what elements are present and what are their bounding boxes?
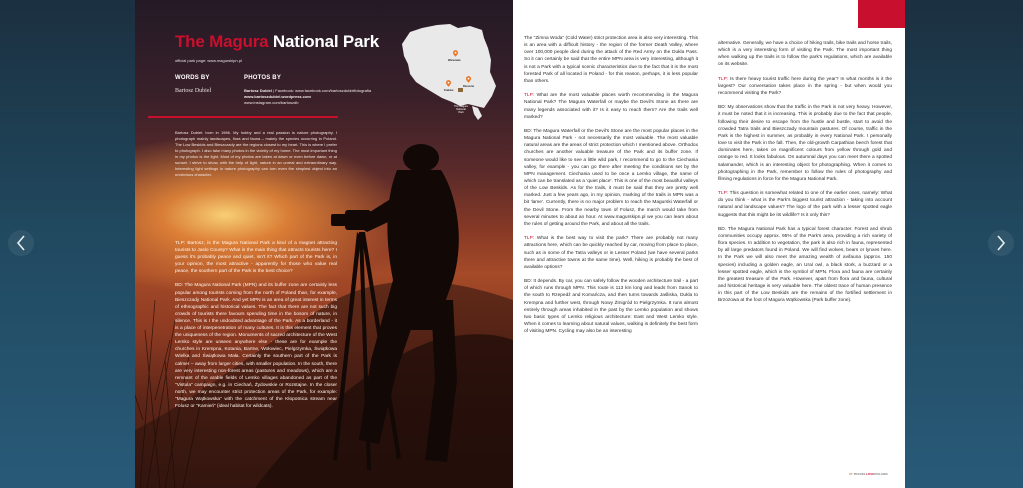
website-link: www.bartoszdubiel.wordpress.com — [244, 94, 311, 99]
photo-credits — [244, 88, 371, 106]
answer-paragraph: BD: The Magura National Park (MPN) and its buffer zone are certainly less popular among tourists coming from the north of Poland than, for example, Bieszczady National Park. And yet MPN is an area of great interest in terms of ethnographic and historical values. The fact that there are not such big crowds of tourists there favours spending time in the bosom of nature, in silence. This is I the undoubted advantage of the Park. As a borderland - it is a place of interpenetration of many cultures. It is this element that proves the uniqueness of the region. Monuments of sacred architecture of the West Lemko style are unseen anywhere else - these are for example the churches in Krempna, Kotania, Bartne, Wołowiec, Pielgrzymka, Świątkowa Wielka and Świątkowa Mała. Certainly the southern part of the Park is calmer – away from larger cities, with smaller population. In the south, there are very interesting non-forest areas (pastures and meadows), which are a remnant of the arable fields of Lemko villages abandoned as part of the "Vistula" campaign, e.g. in Ciechań, Żydowskie or Rozstajne. In the closer north, we may encounter strict protection areas of the Park, for example: "Magura Wątkowska" with the catchment of the Kłopotnica stream near Folusz or "Kamień" (ideal habitat for wildcats). — [175, 283, 337, 410]
paragraph — [718, 226, 892, 305]
question-paragraph: TLP: Bartosz, is the Magura National Park a kind of a magnet attracting tourists to Jasło County? What is the main thing that attracts tourists here? I guess it's probably peace and quiet, isn't it? Which part of the Park is, in your opinion, the most attractive - apparently for those who value real peace, the southern part of the Park is the best choice? — [175, 241, 337, 275]
poland-map — [392, 20, 512, 130]
left-page — [135, 0, 513, 488]
paragraph — [524, 278, 698, 335]
paragraph — [718, 190, 892, 219]
paragraph-text: BD. The Magura National Park has a typical forest character. Forest and shrub communities occupy approx. 95% of the Park's area, providing a rich variety of flora species. In addition to vegetation, the park is also rich in fauna, represented by all large predators found in Poland. We will find wolves, bears or lynxes here. In the Park we will also meet the amazing wealth of avifauna (approx. 150 species) including a golden eagle, an Ural owl, a black stork, a buzzard or a lesser spotted eagle, which is the symbol of MPN. Flora and fauna are certainly the greatest treasure of the Park. However, apart from flora and fauna, cultural and historical heritage is very valuable here. The oldest trace of human presence in this part of the Low Beskids are the remains of the fortified settlement in Brzozowa at the foot of Magura Wątkowska (Park buffer zone). — [718, 226, 892, 304]
tlp-prefix: TLP: — [718, 191, 729, 197]
chevron-left-icon — [15, 235, 27, 251]
article-title — [175, 32, 379, 52]
city-label-rzeszow: Rzeszów — [463, 85, 474, 88]
instagram-link: www.instagram.com/bartoszdb — [244, 100, 299, 105]
park-map-label: The Magura National Park — [454, 105, 468, 115]
paragraph-text: What is the best way to visit the park? There are probably not many attractions here, which can be quickly reached by car, moving from place to place, such as in some of the Tatra valleys or in Lesser Poland (we have several parks there and attractive towns at the same time). Well, hiking is probably the best of available options? — [524, 236, 698, 270]
red-divider — [148, 116, 338, 118]
title-rest: National Park — [268, 32, 379, 51]
paragraph-text: What are the most valuable places worth recommending in the Magura National Park? The Magura Waterfall or maybe the Devil's Stone as there are many legends associated with it? Is it easy to reach them? Are the trails well marked? — [524, 93, 698, 120]
author-bio: Bartosz Dubiel: born in 1986. My hobby and a real passion is nature photography. I photograph mainly landscapes, flora and fauna – mainly the species occurring in Poland. The Low Beskids and Bieszczady are the regions closest to my heart. This is where I prefer to photograph. I also take many photos in the vicinity of my home. The most important thing in my photos is the light. Most of my photos are taken at dawn or even before dawn, or at sunset. I strive to show, with the help of light, nature in an unreal and extraordinary way. Interesting light settings in nature photography can turn even the simplest object into an unobvious character. — [175, 130, 337, 177]
interview-column-middle — [524, 35, 698, 342]
next-page-button[interactable] — [988, 230, 1014, 256]
footer-brand — [849, 472, 888, 476]
paragraph-text: BD: My observations show that the traffic in the Park is not very heavy. However, it must be noted that it is increasing. This is probably due to the fact that people, following their desire to escape from the hustle and bustle, start to avoid the crowded Tatra trails and Bieszczady mountain pastures. Of course, traffic in the Park is the highest in summer, as probably in every National Park. I personally love to visit the Park in the fall. Then, the old-growth Carpathian beech forest that dominates here, takes on magnificent colours from yellow through gold and orange to red. It looks fabulous. On autumnal days you can meet there a spotted salamander, which is an interesting object for photographing. When it comes to photographing in the Park, remember to follow the rules of photography and filming regulations in force for the Magura National Park. — [718, 105, 892, 182]
words-by-label: WORDS BY — [175, 75, 210, 81]
paragraph-text: BD: It depends. By car, you can safely follow the wooden architecture trail - a part of which runs through MPN. This route is 113 km long and leads from Sanok to the south to Rzepedź and Komańcza, and then turns towards Jaśliska, Dukla to Krempna and further west, through Nowy Żmigród to Pielgrzymka. It runs almost entirely through areas inhabited in the past by the Lemko population and shows two basic types of Lemko religious architecture: East and West Lemko style. When it comes to learning about natural values, walking is definitely the best form of visiting MPN. Cycling may also be an interesting — [524, 279, 698, 335]
paragraph-text: BD: The Magura Waterfall or the Devil's Stone are the most popular places in the Magura National Park - not necessarily the most valuable. The most valuable natural areas are the areas of strict protection which I mentioned above. Orthodox churches are another valuable treasure of the Park and its buffer zone. If someone would like to see a little wild park, I recommend to go to the Ciechania valley, for example - you can go there after meeting the conditions set by the MPN management. Ciechania used to be once a Lemko village, the name of which can be translated as a 'quiet place'. This is one of the most beautiful valleys of the Low Beskids. As for the trails, it must be said that they are pretty well marked. Just a few years ago, in my opinion, marking of the trails in MPN was a bit 'lame'. Currently, there is no major problem to reach the Magurski Waterfall or the Devil Stone. From the nearby town of Folusz, the march would take from several minutes to about an hour. At www.magurskipn.pl we you can learn about the rules of getting around the Park, and about all the trails. — [524, 128, 698, 227]
city-label-krakow: Kraków — [444, 89, 454, 92]
photographer-name: Bartosz Dubiel — [244, 88, 273, 93]
brand-travel: TRAVEL — [853, 472, 866, 476]
interview-column-right — [718, 40, 892, 312]
official-park-page: official park page: www.magurskipn.pl — [175, 58, 242, 63]
map-pin-icon — [466, 76, 471, 83]
previous-page-button[interactable] — [8, 230, 34, 256]
brand-love: LOVE — [865, 472, 875, 476]
page-number: 37 — [849, 472, 853, 476]
title-highlight: The Magura — [175, 32, 269, 51]
map-pin-icon — [453, 50, 458, 57]
paragraph — [524, 235, 698, 271]
paragraph — [718, 40, 892, 69]
tlp-prefix: TLP: — [524, 236, 535, 242]
paragraph-text: Is there heavy tourist traffic here during the year? In what months is it the largest? Our conversation takes place in the spring - but when would you recommend visiting the Park? — [718, 76, 892, 97]
paragraph — [718, 76, 892, 97]
paragraph-text: The "Zimna Woda" (Cold Water) strict protection area is also very interesting. This is an area with a difficult history - the region of the former Death Valley, where over 100,000 people died during the attack of the Red Army on the Dukla Pass. So it can certainly be said that the entire MPN area is very interesting, although it is not a Park with a typical scenic characteristics due to the fact that it is the most forested Park of all located in Poland - for this reason, perhaps, it is less popular than others. — [524, 36, 698, 84]
chevron-right-icon — [995, 235, 1007, 251]
right-page — [513, 0, 905, 488]
park-marker-icon — [458, 88, 463, 92]
map-pin-icon — [446, 80, 451, 87]
paragraph — [524, 128, 698, 228]
brand-poland: POLAND — [874, 472, 888, 476]
tlp-prefix: TLP: — [718, 76, 729, 82]
tlp-prefix: TLP: — [524, 93, 535, 99]
paragraph — [524, 35, 698, 85]
photos-by-label: PHOTOS BY — [244, 75, 282, 81]
author-name: Bartosz Dubiel — [175, 88, 212, 94]
poland-map-shape — [392, 20, 512, 130]
city-label-warszawa: Warszawa — [448, 59, 461, 62]
paragraph — [524, 92, 698, 121]
facebook-link: | Facebook: www.facebook.com/bartoszdubielfotografia — [272, 88, 372, 93]
paragraph — [718, 104, 892, 183]
red-corner-tab — [858, 0, 905, 28]
paragraph-text: alternative. Generally, we have a choice of hiking trails, bike trails and horse trails, which is a very interesting form of visiting the Park. The most important thing when walking up the trails is to follow the park's regulations, which are available on its website. — [718, 41, 892, 68]
interview-text-left — [175, 240, 337, 417]
paragraph-text: This question is somewhat related to one of the earlier ones, namely: What do you think - what is the Park's biggest tourist attraction - taking into account natural and landscape values? The logo of the park with a lesser spotted eagle suggests that this might be its wildlife? Is it only this? — [718, 191, 892, 218]
